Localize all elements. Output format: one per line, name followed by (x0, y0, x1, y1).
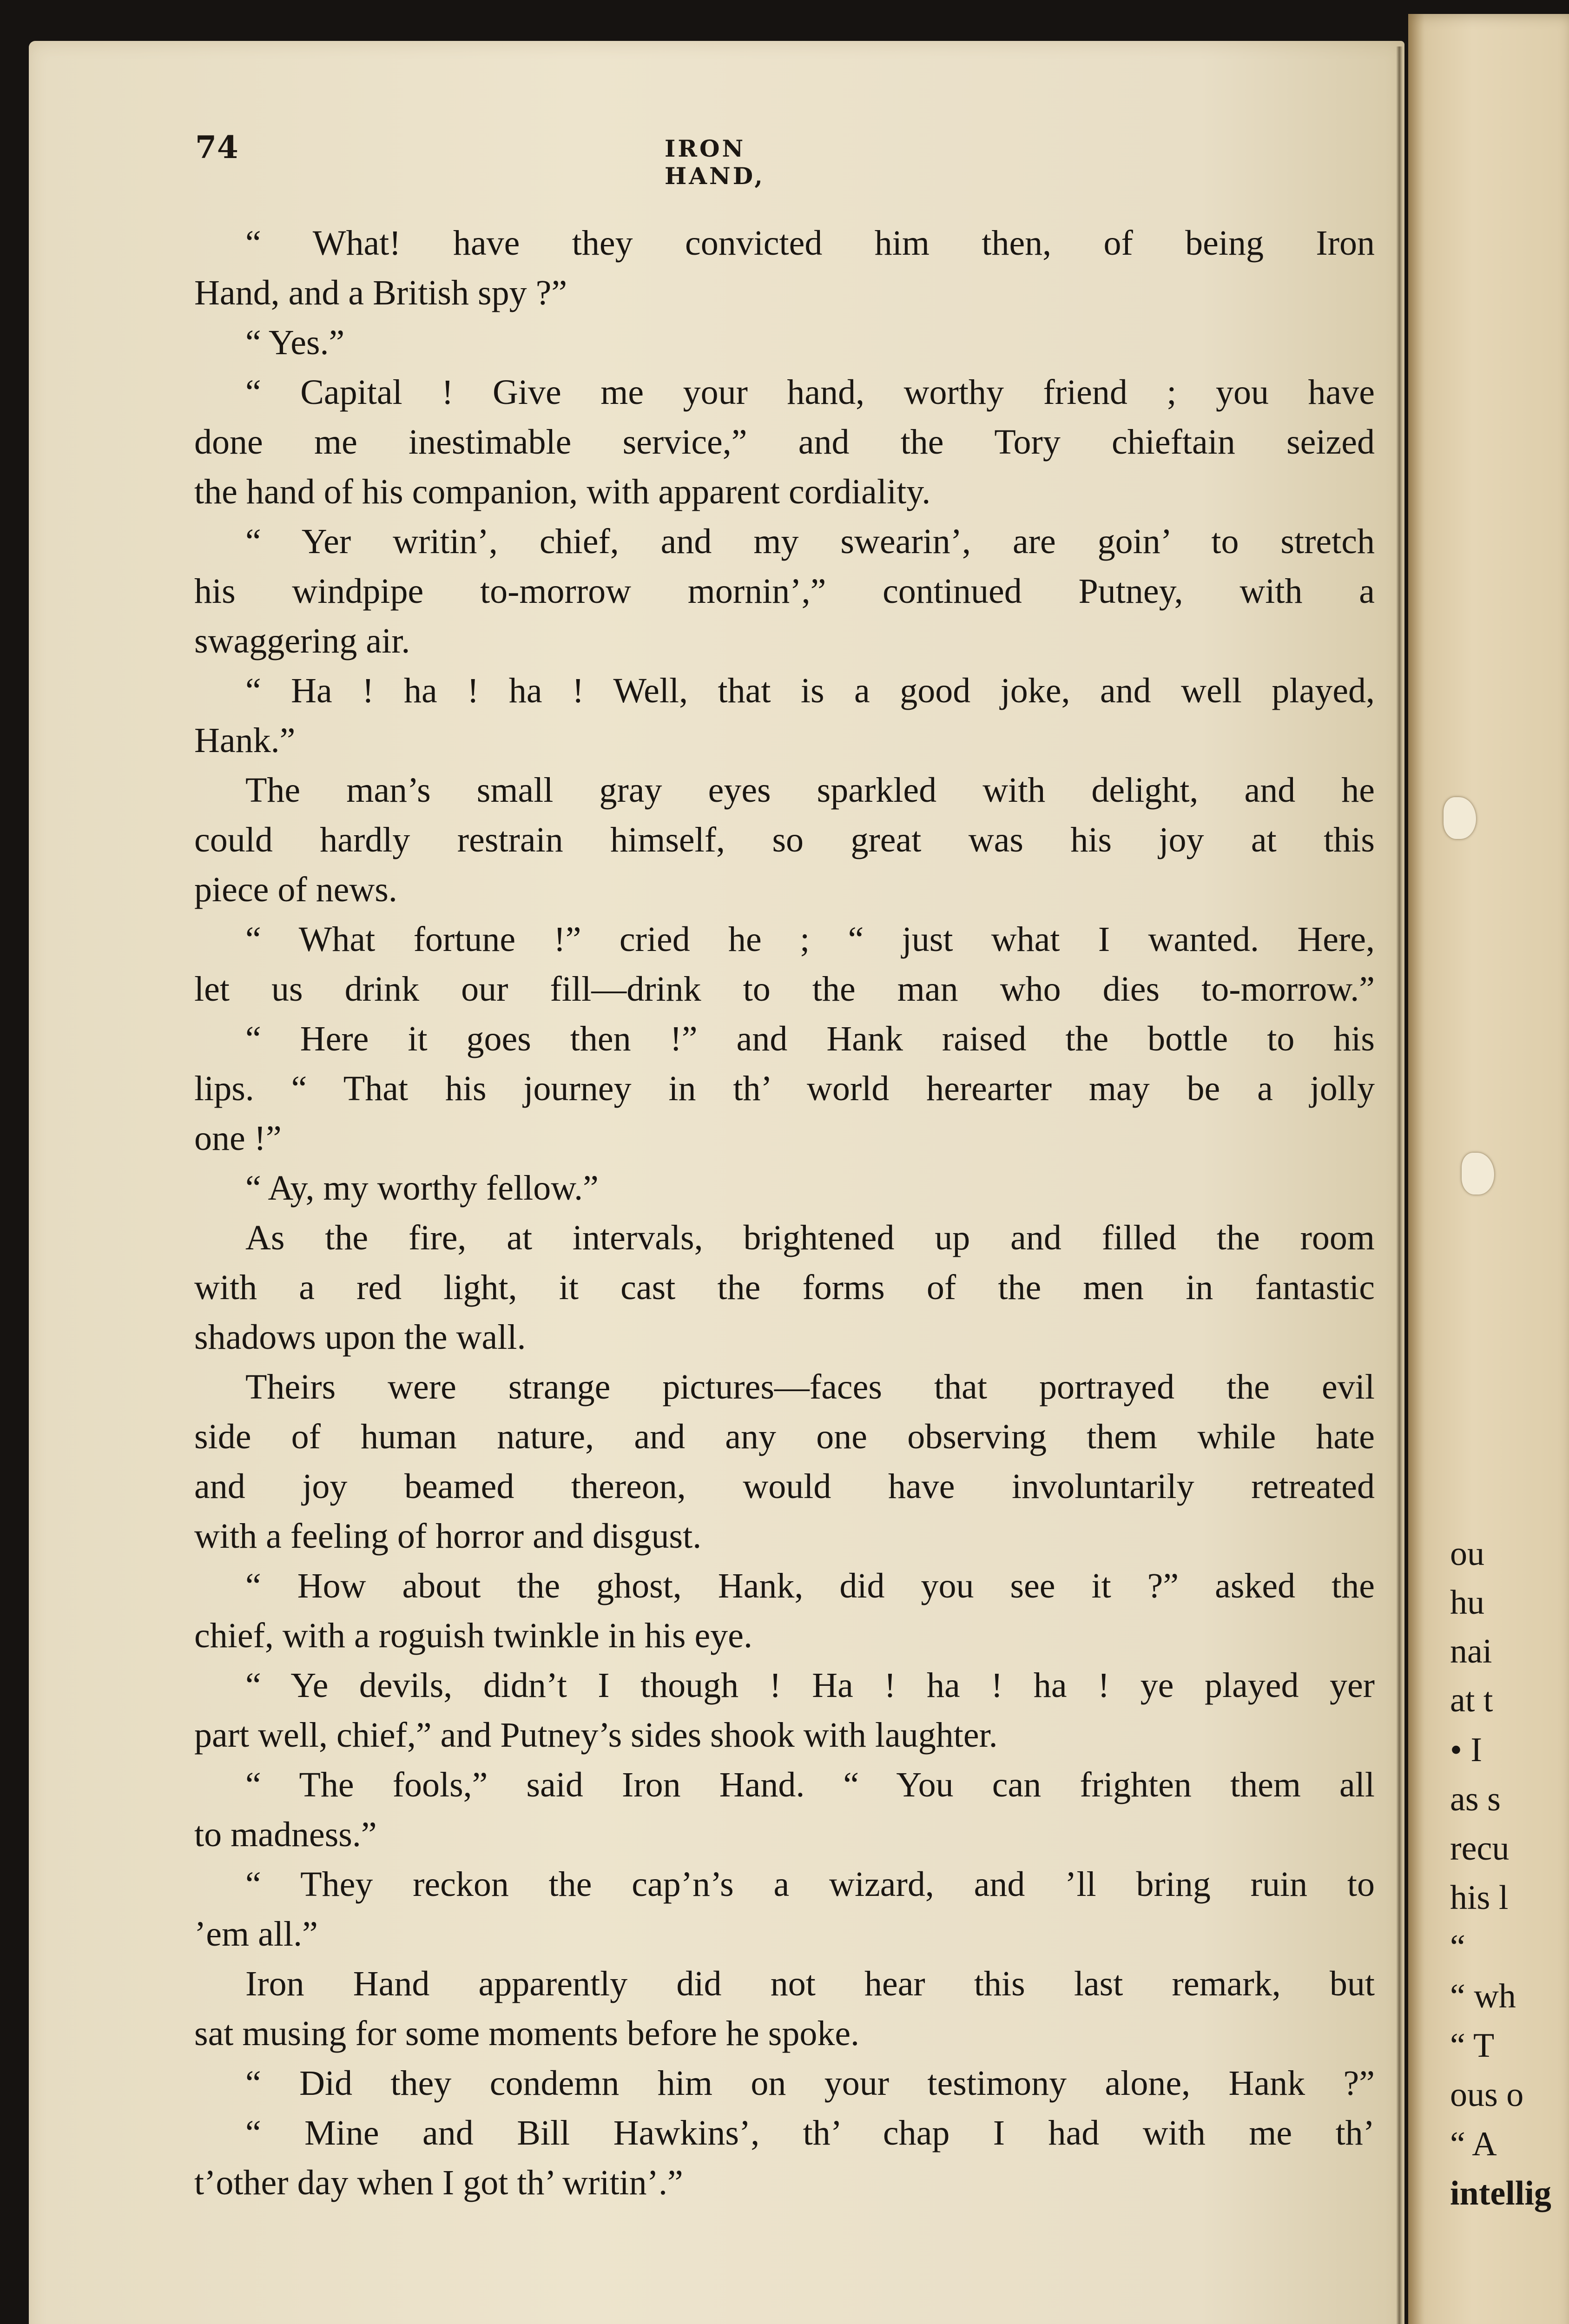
right-page-fragment: intellig (1450, 2174, 1551, 2212)
text-line: “ Yes.” (245, 323, 345, 362)
text-line: the hand of his companion, with apparent cordiality. (194, 472, 931, 511)
text-line: done me inestimable service,” and the Tory chieftain seized (194, 423, 1375, 462)
text-line: shadows upon the wall. (194, 1318, 526, 1357)
text-line: chief, with a roguish twinkle in his eye. (194, 1616, 752, 1655)
right-page-fragment: ou (1450, 1535, 1484, 1573)
running-title: IRON HAND, (665, 135, 765, 190)
text-line: “ Ay, my worthy fellow.” (245, 1169, 599, 1208)
text-line: The man’s small gray eyes sparkled with delight, and he (245, 771, 1375, 810)
right-page-fragment: at t (1450, 1681, 1493, 1719)
right-page-fragment: ous o (1450, 2076, 1524, 2114)
text-line: one !” (194, 1119, 282, 1158)
text-line: “ Did they condemn him on your testimony alone, Hank ?” (245, 2064, 1375, 2103)
text-line: to madness.” (194, 1815, 377, 1854)
right-page-fragment: as s (1450, 1780, 1501, 1818)
text-line: “ The fools,” said Iron Hand. “ You can frighten them all (245, 1765, 1375, 1804)
text-line: with a feeling of horror and disgust. (194, 1517, 702, 1556)
page-edge-notch (1462, 1153, 1494, 1195)
text-line: ’em all.” (194, 1915, 318, 1954)
right-page-fragment: hu (1450, 1584, 1484, 1622)
text-line: Hand, and a British spy ?” (194, 273, 567, 312)
right-page-fragment: “ (1450, 1928, 1465, 1966)
right-page-fragment: “ wh (1450, 1977, 1516, 2015)
text-line: “ Yer writin’, chief, and my swearin’, are goin’ to stretch (245, 522, 1375, 561)
text-line: “ They reckon the cap’n’s a wizard, and ’ll bring ruin to (245, 1865, 1375, 1904)
text-line: As the fire, at intervals, brightened up and filled the room (245, 1218, 1375, 1257)
text-line: lips. “ That his journey in th’ world herearter may be a jolly (194, 1069, 1375, 1108)
right-page-fragment: “ T (1450, 2027, 1495, 2065)
right-page-fragment: his l (1450, 1879, 1509, 1917)
text-line: “ What! have they convicted him then, of being Iron (245, 224, 1375, 263)
text-line: t’other day when I got th’ writin’.” (194, 2163, 683, 2202)
text-line: side of human nature, and any one observing them while hate (194, 1417, 1375, 1456)
text-line: with a red light, it cast the forms of the men in fantastic (194, 1268, 1375, 1307)
text-line: “ Here it goes then !” and Hank raised the bottle to his (245, 1019, 1375, 1058)
body-text (194, 218, 1375, 2208)
text-line: part well, chief,” and Putney’s sides shook with laughter. (194, 1716, 998, 1755)
text-line: piece of news. (194, 870, 397, 909)
page-edge-notch (1444, 797, 1476, 839)
text-line: Theirs were strange pictures—faces that portrayed the evil (245, 1367, 1375, 1406)
text-line: “ Ye devils, didn’t I though ! Ha ! ha ! ha ! ye played yer (245, 1666, 1375, 1705)
page-number: 74 (195, 129, 239, 165)
text-line: “ What fortune !” cried he ; “ just what I wanted. Here, (245, 920, 1375, 959)
right-page-fragment: “ A (1450, 2125, 1497, 2163)
text-line: “ How about the ghost, Hank, did you see it ?” asked the (245, 1566, 1375, 1605)
right-page-fragment: • I (1450, 1731, 1483, 1769)
text-line: “ Capital ! Give me your hand, worthy friend ; you have (245, 373, 1375, 412)
text-line: “ Ha ! ha ! ha ! Well, that is a good joke, and well played, (245, 671, 1375, 710)
text-line: and joy beamed thereon, would have involuntarily retreated (194, 1467, 1375, 1506)
text-line: Hank.” (194, 721, 296, 760)
text-line: his windpipe to-morrow mornin’,” continued Putney, with a (194, 572, 1375, 611)
text-line: could hardly restrain himself, so great was his joy at this (194, 820, 1375, 859)
right-page-fragment: nai (1450, 1632, 1492, 1670)
page-gutter (1396, 46, 1403, 2324)
text-line: swaggering air. (194, 621, 410, 660)
text-line: Iron Hand apparently did not hear this last remark, but (245, 1964, 1375, 2003)
text-line: “ Mine and Bill Hawkins’, th’ chap I had with me th’ (245, 2113, 1375, 2152)
right-page-fragment: recu (1450, 1829, 1510, 1868)
text-line: sat musing for some moments before he spoke. (194, 2014, 860, 2053)
text-line: let us drink our fill—drink to the man who dies to-morrow.” (194, 970, 1375, 1009)
